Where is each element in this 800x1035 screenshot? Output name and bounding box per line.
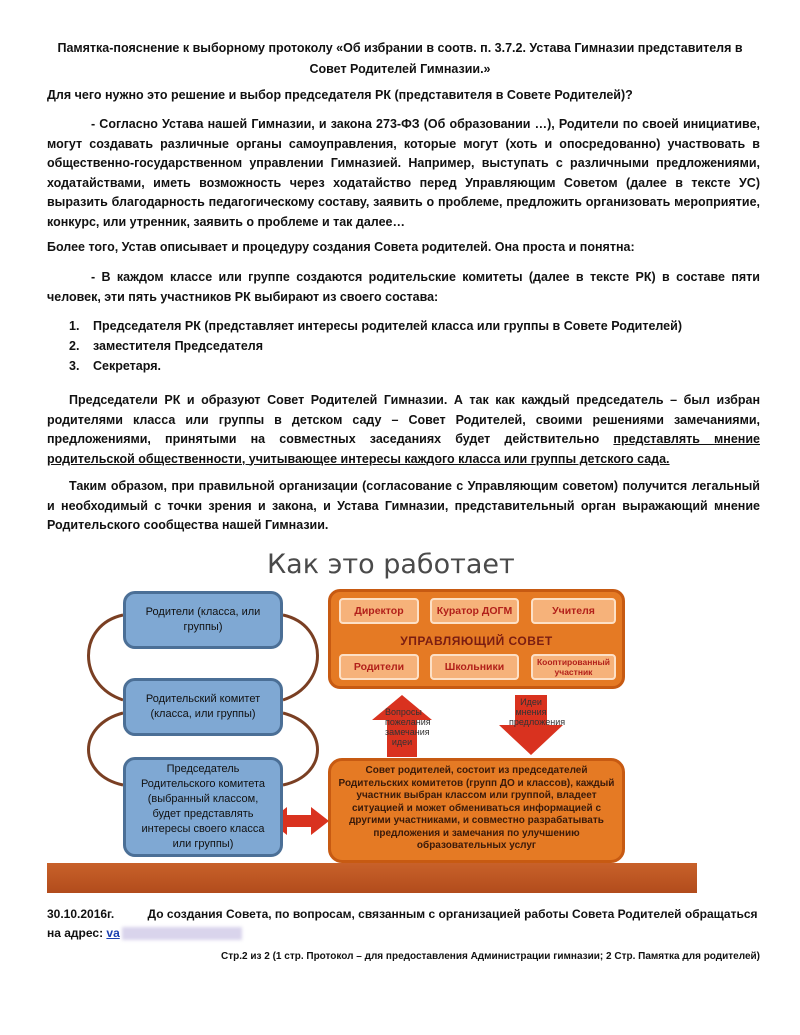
list-item: 3. Секретаря. [69, 359, 161, 373]
paragraph-3: - В каждом классе или группе создаются родительские комитеты (далее в тексте РК) в составе пяти человек, эти пять участников РК выбирают из своего состава: [47, 270, 760, 304]
list-item: 2. заместителя Председателя [69, 339, 264, 353]
council-member: Учителя [531, 598, 616, 624]
council-label: УПРАВЛЯЮЩИЙ СОВЕТ [400, 634, 553, 648]
officer-list [47, 316, 760, 376]
paragraph-1: - Согласно Устава нашей Гимназии, и закона 273-ФЗ (Об образовании …), Родители по своей инициативе, могут создавать различные органы самоуправления, которые могут (хоть и опосредованно) участвовать в общественно-государственном управлении Гимназией. Например, выступать с различными предложениями, ходатайствами, иметь возможность через ходатайство перед Управляющим Советом (далее в тексте УС) выразить благодарность педагогическому составу, заявить о проблеме, предложить организовать мероприятие, конкурс, или утренник, заявить о проблеме и так далее… [47, 117, 760, 229]
diagram-floor-bar [47, 863, 697, 893]
footer-address[interactable]: va [106, 926, 120, 940]
document-title: Памятка-пояснение к выборному протоколу «Об избрании в соотв. п. 3.7.2. Устава Гимназии представителя в Совет Родителей Гимназии.» [57, 41, 743, 76]
footer-text: До создания Совета, по вопросам, связанным с организацией работы Совета Родителей обращаться на адрес: [47, 907, 758, 940]
council-member: Кооптированный участник [531, 654, 616, 680]
council-member: Куратор ДОГМ [430, 598, 519, 624]
parents-box: Родители (класса, или группы) [123, 591, 283, 649]
footer-contact [47, 905, 760, 943]
question-heading: Для чего нужно это решение и выбор председателя РК (представителя в Совете Родителей)? [47, 88, 633, 102]
arrow-up-label: Вопросы пожелания замечания идеи [385, 707, 431, 747]
parents-council-box: Совет родителей, состоит из председателей Родительских комитетов (групп ДО и классов), каждый участник выбран классом или группой, владеет ситуацией и может обмениваться информацией с другими участниками, и совместно разрабатывать предложения и замечания по улучшению образовательных услуг [328, 758, 625, 863]
committee-chairman-box: Председатель Родительского комитета (выбранный классом, будет представлять интересы своего класса или группы) [123, 757, 283, 857]
parent-committee-box: Родительский комитет (класса, или группы) [123, 678, 283, 736]
paragraph-5: Таким образом, при правильной организации (согласование с Управляющим советом) получится легальный и необходимый с точки зрения и закона, и Устава Гимназии, представительный орган выражающий мнение Родительского сообщества нашей Гимназии. [47, 479, 760, 532]
list-item: 1. Председателя РК (представляет интересы родителей класса или группы в Совете Родителей) [69, 319, 682, 333]
governing-council-box [328, 589, 625, 689]
underlined-phrase: представлять мнение родительской общественности, учитывающее интересы каждого класса или группы детского сада. [47, 432, 760, 466]
footer-date: 30.10.2016г. [47, 907, 115, 921]
council-member: Школьники [430, 654, 519, 680]
council-member: Родители [339, 654, 419, 680]
paragraph-4: Председатели РК и образуют Совет Родителей Гимназии. А так как каждый председатель – был избран родителями класса или группы в детском саду – Совет Родителей, своими решениями замечаниями, предложениями, принятыми на совместных заседаниях будет действительно представлять мнение родительской общественности, учитывающее интересы каждого класса или группы детского сада. [47, 393, 760, 466]
how-it-works-diagram [47, 545, 697, 895]
diagram-title: Как это работает [267, 549, 515, 580]
page-note: Стр.2 из 2 (1 стр. Протокол – для предоставления Администрации гимназии; 2 Стр. Памятка для родителей) [221, 951, 760, 962]
council-member: Директор [339, 598, 419, 624]
redacted-address [122, 927, 242, 940]
arrow-down-label: Идеи мнения предложения [509, 697, 566, 727]
paragraph-2: Более того, Устав описывает и процедуру создания Совета родителей. Она проста и понятна: [47, 240, 635, 254]
